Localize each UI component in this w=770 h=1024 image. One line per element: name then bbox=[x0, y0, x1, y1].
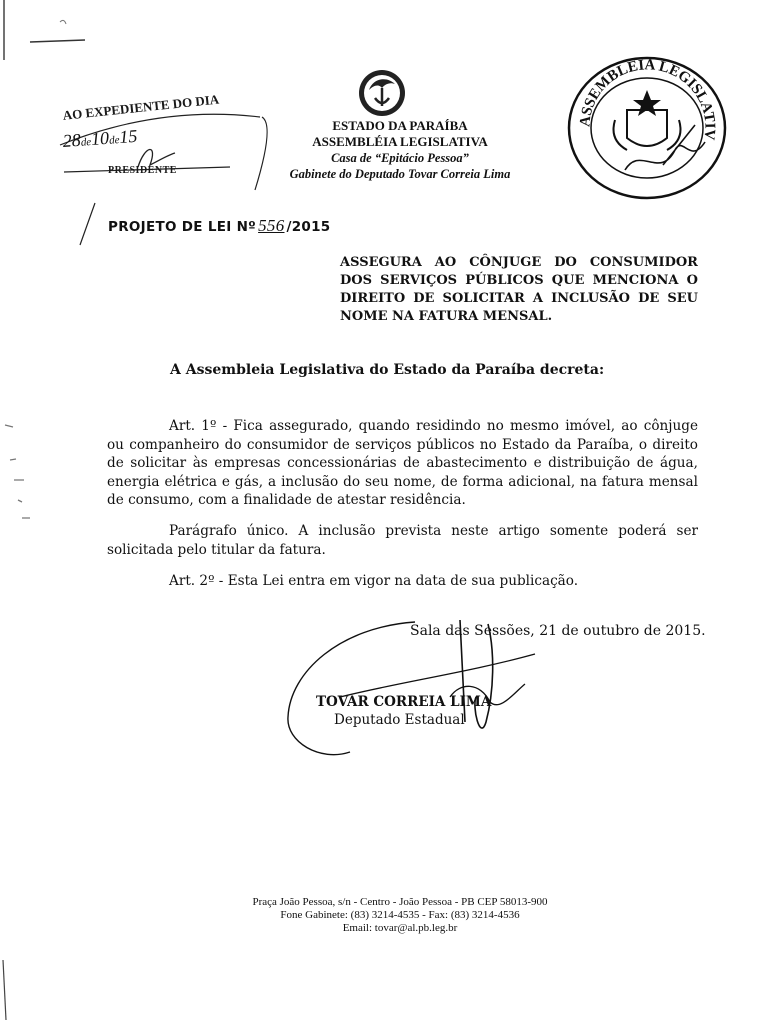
article-1: Art. 1º - Fica assegurado, quando residindo no mesmo imóvel, ao cônjuge ou companheiro do consumidor de serviços públicos no Estado da Paraíba, o direito de solicitar às empresas concessionárias de abastecimento e distribuição de água, energia elétrica e gás, a inclusão do seu nome, de forma adicional, na fatura mensal de consumo, com a finalidade de atestar residência. bbox=[107, 418, 698, 508]
coat-of-arms-emblem bbox=[357, 68, 407, 118]
project-year: /2015 bbox=[286, 219, 331, 235]
header-office: Gabinete do Deputado Tovar Correia Lima bbox=[289, 167, 511, 181]
header-assembly: ASSEMBLÉIA LEGISLATIVA bbox=[312, 134, 488, 149]
enacting-clause: A Assembleia Legislativa do Estado da Paraíba decreta: bbox=[170, 362, 605, 378]
project-number: 556 bbox=[258, 216, 285, 235]
bill-summary: ASSEGURA AO CÔNJUGE DO CONSUMIDOR DOS SERVIÇOS PÚBLICOS QUE MENCIONA O DIREITO DE SOLICITAR A INCLUSÃO DE SEU NOME NA FATURA MENSAL. bbox=[340, 255, 698, 324]
footer-email: Email: tovar@al.pb.leg.br bbox=[342, 922, 458, 934]
project-prefix: PROJETO DE LEI Nº bbox=[108, 219, 257, 235]
stamp-heading: AO EXPEDIENTE DO DIA bbox=[62, 91, 220, 123]
stamp-role: PRESIDENTE bbox=[108, 165, 177, 176]
signer-name: TOVAR CORREIA LIMA bbox=[316, 694, 492, 710]
header-state: ESTADO DA PARAÍBA bbox=[332, 118, 468, 133]
project-title bbox=[108, 216, 331, 236]
stamp-sep-1: de bbox=[80, 136, 92, 149]
scan-edge-mark bbox=[0, 960, 20, 1024]
assembly-seal bbox=[559, 38, 730, 190]
article-2: Art. 2º - Esta Lei entra em vigor na data de sua publicação. bbox=[169, 573, 579, 589]
place-and-date: Sala das Sessões, 21 de outubro de 2015. bbox=[410, 623, 706, 639]
header-house: Casa de “Epitácio Pessoa” bbox=[331, 151, 469, 165]
stamp-day: 28 bbox=[62, 129, 82, 151]
sole-paragraph: Parágrafo único. A inclusão prevista neste artigo somente poderá ser solicitada pelo titular da fatura. bbox=[107, 523, 698, 558]
stamp-sep-2: de bbox=[108, 134, 120, 147]
footer-address: Praça João Pessoa, s/n - Centro - João Pessoa - PB CEP 58013-900 bbox=[252, 896, 548, 908]
seal-ring-text: ASSEMBLEIA LEGISLATIVA bbox=[559, 38, 718, 139]
stamp-year: 15 bbox=[118, 125, 138, 147]
signer-role: Deputado Estadual bbox=[334, 712, 465, 728]
signature-drawing bbox=[280, 612, 540, 767]
stamp-month: 10 bbox=[90, 127, 110, 149]
scan-marks bbox=[0, 0, 120, 60]
footer-phones: Fone Gabinete: (83) 3214-4535 - Fax: (83) 3214-4536 bbox=[280, 909, 520, 921]
scan-specks bbox=[0, 400, 60, 540]
